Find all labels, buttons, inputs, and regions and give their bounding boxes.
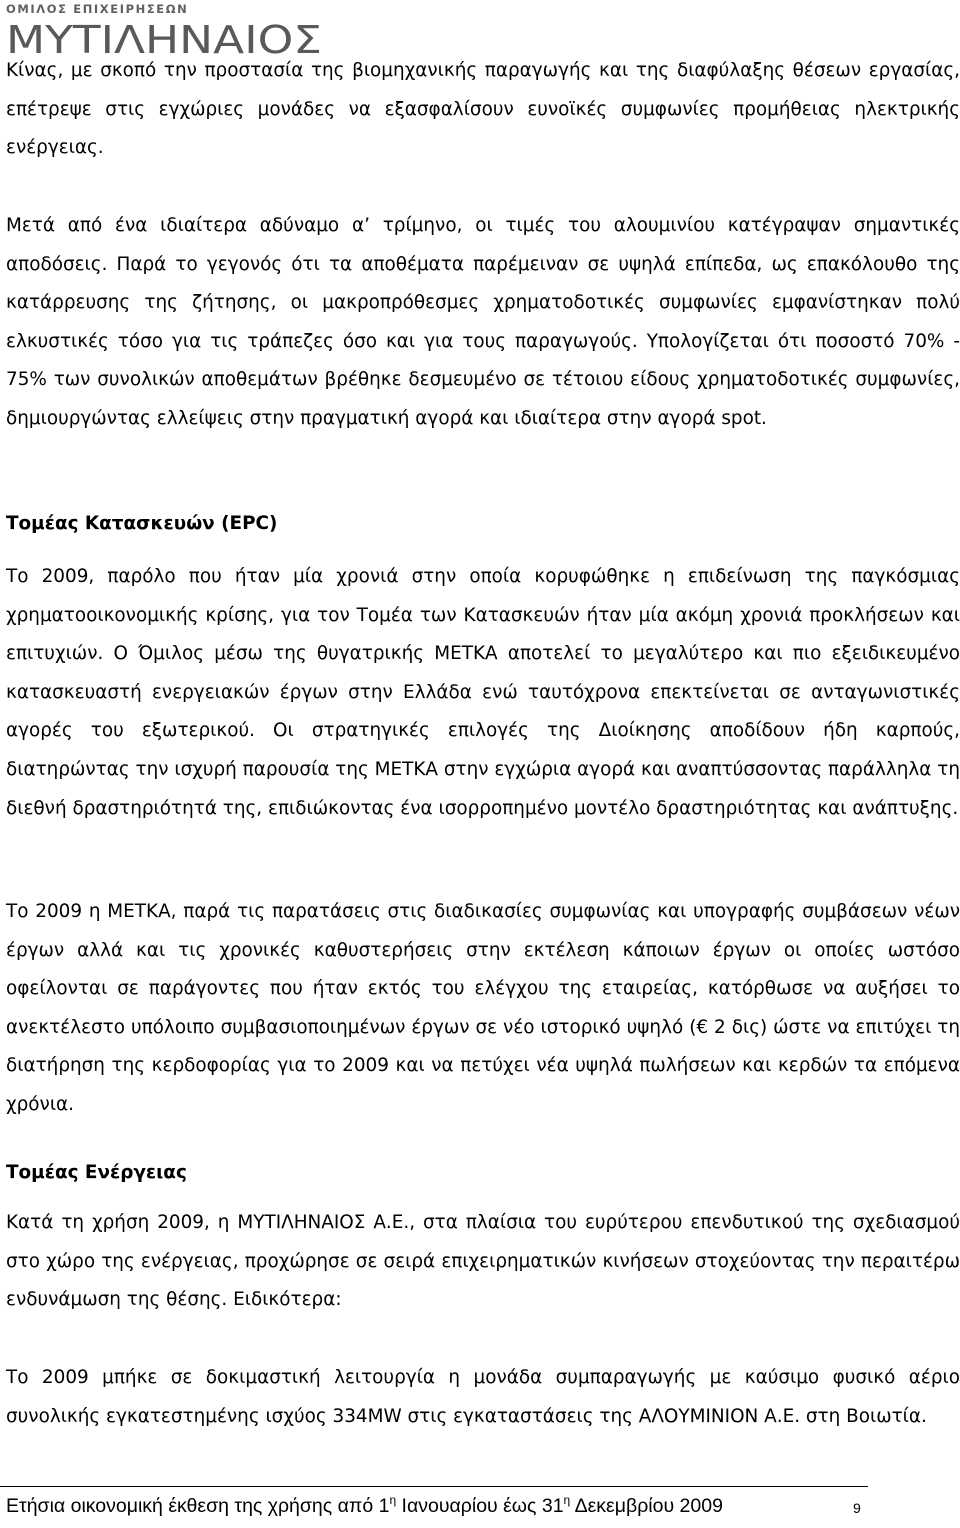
paragraph-energy-overview: Κατά τη χρήση 2009, η ΜΥΤΙΛΗΝΑΙΟΣ Α.Ε., στα πλαίσια του ευρύτερου επενδυτικού της σχεδιασμού στο χώρο της ενέργειας, προχώρησε σε σειρά επιχειρηματικών κινήσεων στοχεύοντας την περαιτέρω ενδυνάμωση της θέσης. Ειδικότερα: (6, 1212, 960, 1311)
section-heading-construction: Τομέας Κατασκευών (EPC) (6, 513, 278, 534)
logo-supertitle: ΟΜΙΛΟΣ ΕΠΙΧΕΙΡΗΣΕΩΝ (6, 2, 189, 16)
page-number: 9 (853, 1500, 861, 1516)
page-footer (6, 1493, 946, 1523)
logo-name: ΜΥΤΙΛΗΝΑΙΟΣ (6, 18, 322, 58)
paragraph-aluminium-prices: Μετά από ένα ιδιαίτερα αδύναμο α’ τρίμηνο, οι τιμές του αλουμινίου κατέγραψαν σημαντικές αποδόσεις. Παρά το γεγονός ότι τα αποθέματα παρέμειναν σε υψηλά επίπεδα, ως επακόλουθο της κατάρρευσης της ζήτησης, οι μακροπρόθεσμες χρηματοδοτικές συμφωνίες εμφανίστηκαν πολύ ελκυστικές τόσο για τις τράπεζες όσο και για τους παραγωγούς. Υπολογίζεται ότι ποσοστό 70% - 75% των συνολικών αποθεμάτων βρέθηκε δεσμευμένο σε τέτοιου είδους χρηματοδοτικές συμφωνίες, δημιουργώντας ελλείψεις στην πραγματική αγορά και ιδιαίτερα στην αγορά spot. (6, 215, 960, 429)
section-heading-energy: Τομέας Ενέργειας (6, 1162, 187, 1183)
footer-divider (0, 1486, 868, 1487)
paragraph-cogeneration-plant: Το 2009 μπήκε σε δοκιμαστική λειτουργία η μονάδα συμπαραγωγής με καύσιμο φυσικό αέριο συνολικής εγκατεστημένης ισχύος 334MW στις εγκαταστάσεις της ΑΛΟΥΜΙΝΙΟΝ Α.Ε. στη Βοιωτία. (6, 1367, 960, 1427)
paragraph-metka-backlog: Το 2009 η ΜΕΤΚΑ, παρά τις παρατάσεις στις διαδικασίες συμφωνίας και υπογραφής συμβάσεων νέων έργων αλλά και τις χρονικές καθυστερήσεις στην εκτέλεση κάποιων έργων οι οποίες ωστόσο οφείλονται σε παράγοντες που ήταν εκτός του ελέγχου της εταιρείας, κατόρθωσε να αυξήσει το ανεκτέλεστο υπόλοιπο συμβασιοποιημένων έργων σε νέο ιστορικό υψηλό (€ 2 δις) ώστε να επιτύχει τη διατήρηση της κερδοφορίας για το 2009 και να πετύχει νέα υψηλά πωλήσεων και κερδών τα επόμενα χρόνια. (6, 901, 960, 1115)
paragraph-china-energy: Κίνας, με σκοπό την προστασία της βιομηχανικής παραγωγής και της διαφύλαξης θέσεων εργασίας, επέτρεψε στις εγχώριες μονάδες να εξασφαλίσουν ευνοϊκές συμφωνίες προμήθειας ηλεκτρικής ενέργειας. (6, 60, 960, 159)
paragraph-construction-overview: Το 2009, παρόλο που ήταν μία χρονιά στην οποία κορυφώθηκε η επιδείνωση της παγκόσμιας χρηματοοικονομικής κρίσης, για τον Τομέα των Κατασκευών ήταν μία ακόμη χρονιά προκλήσεων και επιτυχιών. Ο Όμιλος μέσω της θυγατρικής ΜΕΤΚΑ αποτελεί το μεγαλύτερο και πιο εξειδικευμένο κατασκευαστή ενεργειακών έργων στην Ελλάδα ενώ ταυτόχρονα επεκτείνεται σε ανταγωνιστικές αγορές του εξωτερικού. Οι στρατηγικές επιλογές της Διοίκησης αποδίδουν ήδη καρπούς, διατηρώντας την ισχυρή παρουσία της ΜΕΤΚΑ στην εγχώρια αγορά και αναπτύσσοντας παράλληλα τη διεθνή δραστηριότητά της, επιδιώκοντας ένα ισορροπημένο μοντέλο δραστηριότητας και ανάπτυξης. (6, 566, 960, 819)
footer-report-title: Ετήσια οικονομική έκθεση της χρήσης από $1^\eta$ Ιανουαρίου έως $31^\eta$ Δεκεμβρίου 2009 (6, 1493, 723, 1517)
